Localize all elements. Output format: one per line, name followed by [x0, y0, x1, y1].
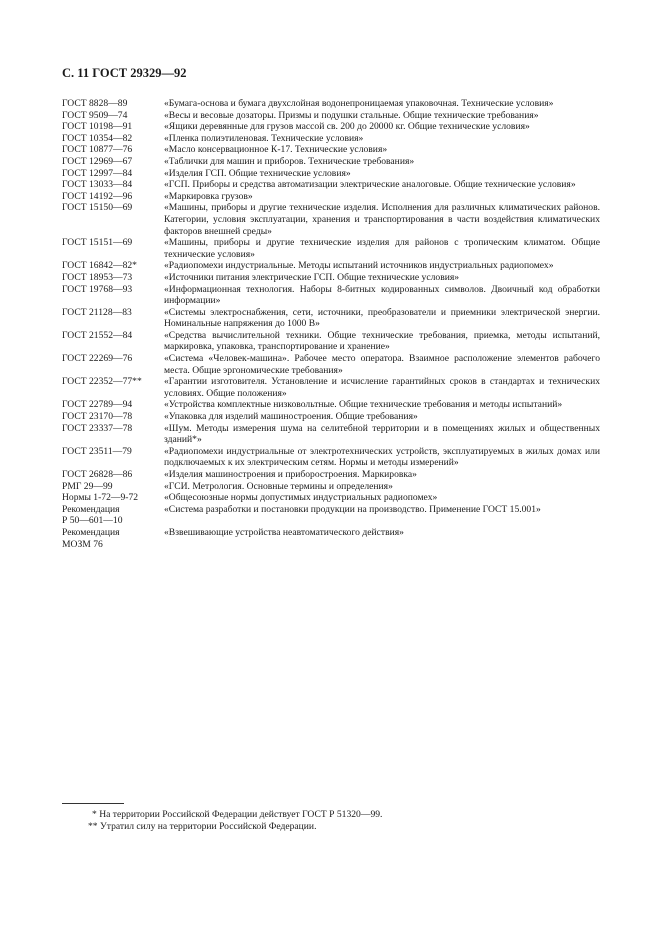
reference-code	[62, 272, 164, 284]
reference-code-line: ГОСТ 12969—67	[62, 155, 133, 167]
reference-code	[62, 469, 164, 481]
reference-title: «Бумага-основа и бумага двухслойная водонепроницаемая упаковочная. Технические условия»	[164, 98, 554, 109]
reference-row	[62, 121, 600, 133]
reference-code	[62, 353, 164, 376]
reference-code-line: РМГ 29—99	[62, 480, 113, 492]
reference-code-line: ГОСТ 26828—86	[62, 469, 133, 480]
reference-title: «Машины, приборы и другие технические изделия. Исполнения для различных климатических районов. Категории, условия эксплуатации, хранения и транспортирования в части воздействия климатических факторов внешней среды»	[164, 202, 600, 237]
reference-row	[62, 399, 600, 411]
reference-row	[62, 446, 600, 469]
reference-code-line: Рекомендация	[62, 503, 120, 515]
reference-code-line: ГОСТ 13033—84	[62, 179, 133, 191]
reference-row	[62, 237, 600, 260]
reference-title: «Изделия машиностроения и приборостроения. Маркировка»	[164, 469, 417, 480]
footnote-2: ** Утратил силу на территории Российской Федерации.	[88, 821, 317, 832]
reference-title: «Весы и весовые дозаторы. Призмы и подушки стальные. Общие технические требования»	[164, 109, 539, 121]
reference-code	[62, 376, 164, 399]
reference-code-line: ГОСТ 15150—69	[62, 202, 133, 214]
reference-title: «Радиопомехи индустриальные. Методы испытаний источников индустриальных радиопомех»	[164, 260, 554, 272]
reference-row	[62, 330, 600, 353]
reference-code-line: Р 50—601—10	[62, 515, 123, 527]
reference-code-line: ГОСТ 8828—89	[62, 98, 128, 109]
reference-code-line: ГОСТ 21552—84	[62, 329, 133, 341]
reference-title: «Ящики деревянные для грузов массой св. 200 до 20000 кг. Общие технические условия»	[164, 121, 530, 133]
reference-title: «ГСИ. Метрология. Основные термины и определения»	[164, 480, 393, 492]
reference-title: «Гарантии изготовителя. Установление и исчисление гарантийных сроков в стандартах и технических условиях. Общие положения»	[164, 376, 600, 399]
reference-title: «Шум. Методы измерения шума на селитебной территории и в помещениях жилых и общественных зданий*»	[164, 422, 600, 446]
reference-row	[62, 527, 600, 550]
reference-title: «Изделия ГСП. Общие технические условия»	[164, 167, 351, 179]
reference-title: «Источники питания электрические ГСП. Общие технические условия»	[164, 271, 460, 283]
reference-title: «Маркировка грузов»	[164, 190, 253, 202]
footnotes	[62, 809, 602, 833]
reference-code-line: ГОСТ 14192—96	[62, 190, 133, 202]
reference-title: «Устройства комплектные низковольтные. Общие технические требования и методы испытаний»	[164, 399, 563, 411]
reference-code	[62, 307, 164, 330]
reference-row	[62, 133, 600, 145]
reference-code-line: ГОСТ 21128—83	[62, 306, 132, 318]
reference-title: «Средства вычислительной техники. Общие технические требования, приемка, методы испытаний, маркировка, упаковка, транспортирование и хранение»	[164, 329, 600, 353]
reference-title: «Общесоюзные нормы допустимых индустриальных радиопомех»	[164, 492, 438, 504]
reference-row	[62, 492, 600, 504]
page-header: С. 11 ГОСТ 29329—92	[62, 66, 187, 80]
reference-code-line: ГОСТ 12997—84	[62, 167, 133, 179]
reference-row	[62, 411, 600, 423]
reference-code-line: Нормы 1-72—9-72	[62, 492, 139, 504]
reference-title: «Машины, приборы и другие технические изделия для районов с тропическим климатом. Общие технические условия»	[164, 237, 600, 260]
reference-code-line: МОЗМ 76	[62, 538, 103, 550]
reference-code-line: ГОСТ 18953—73	[62, 271, 133, 283]
reference-row	[62, 307, 600, 330]
reference-row	[62, 168, 600, 180]
reference-code	[62, 330, 164, 353]
reference-row	[62, 353, 600, 376]
reference-code	[62, 504, 164, 527]
reference-title: «ГСП. Приборы и средства автоматизации электрические аналоговые. Общие технические условия»	[164, 179, 576, 191]
reference-code	[62, 168, 164, 180]
reference-code-line: ГОСТ 23337—78	[62, 422, 133, 434]
reference-row	[62, 110, 600, 122]
reference-title: «Радиопомехи индустриальные от электротехнических устройств, эксплуатируемых в жилых домах или подключаемых к их электрическим сетям. Нормы и методы измерений»	[164, 445, 600, 469]
reference-row	[62, 202, 600, 237]
reference-row	[62, 423, 600, 446]
reference-title: «Система разработки и постановки продукции на производство. Применение ГОСТ 15.001»	[164, 503, 541, 515]
reference-row	[62, 284, 600, 307]
reference-code	[62, 492, 164, 504]
reference-row	[62, 144, 600, 156]
reference-code-line: ГОСТ 22352—77**	[62, 376, 142, 388]
reference-code-line: ГОСТ 23170—78	[62, 411, 133, 423]
reference-row	[62, 156, 600, 168]
reference-row	[62, 376, 600, 399]
reference-row	[62, 481, 600, 493]
reference-code	[62, 179, 164, 191]
reference-code-line: ГОСТ 10877—76	[62, 144, 133, 156]
reference-code	[62, 121, 164, 133]
reference-title: «Масло консервационное К-17. Технические условия»	[164, 144, 388, 156]
reference-code	[62, 110, 164, 122]
reference-code	[62, 260, 164, 272]
reference-code-line: ГОСТ 16842—82*	[62, 260, 137, 272]
reference-code	[62, 133, 164, 145]
reference-code-line: ГОСТ 9509—74	[62, 109, 128, 121]
reference-title: «Информационная технология. Наборы 8-битных кодированных символов. Двоичный код обработки информации»	[164, 283, 600, 307]
reference-code-line: ГОСТ 23511—79	[62, 445, 132, 457]
reference-row	[62, 504, 600, 527]
reference-table-body	[62, 98, 600, 550]
reference-row	[62, 179, 600, 191]
reference-code	[62, 446, 164, 469]
reference-table	[62, 98, 600, 550]
reference-row	[62, 272, 600, 284]
footnote-1: * На территории Российской Федерации действует ГОСТ Р 51320—99.	[92, 809, 383, 820]
reference-row	[62, 191, 600, 203]
reference-title: «Таблички для машин и приборов. Технические требования»	[164, 155, 415, 167]
reference-code	[62, 144, 164, 156]
reference-title: «Упаковка для изделий машиностроения. Общие требования»	[164, 411, 418, 423]
reference-code	[62, 156, 164, 168]
reference-code	[62, 98, 164, 110]
reference-code-line: Рекомендация	[62, 526, 120, 538]
reference-code-line: ГОСТ 22269—76	[62, 353, 133, 365]
reference-code-line: ГОСТ 10354—82	[62, 132, 133, 144]
reference-title: «Системы электроснабжения, сети, источники, преобразователи и приемники электрической энергии. Номинальные напряжения до 1000 В»	[164, 306, 600, 330]
reference-code-line: ГОСТ 10198—91	[62, 121, 133, 133]
reference-row	[62, 98, 600, 110]
reference-code	[62, 399, 164, 411]
reference-code-line: ГОСТ 19768—93	[62, 283, 133, 295]
reference-code	[62, 237, 164, 260]
footnote-divider	[62, 803, 124, 804]
reference-code	[62, 411, 164, 423]
reference-code	[62, 527, 164, 550]
reference-code-line: ГОСТ 22789—94	[62, 399, 133, 411]
reference-code	[62, 284, 164, 307]
reference-code	[62, 423, 164, 446]
reference-row	[62, 260, 600, 272]
reference-code	[62, 191, 164, 203]
reference-code	[62, 481, 164, 493]
reference-row	[62, 469, 600, 481]
reference-title: «Система «Человек-машина». Рабочее место оператора. Взаимное расположение элементов рабочего места. Общие эргономические требования»	[164, 353, 600, 376]
reference-title: «Взвешивающие устройства неавтоматического действия»	[164, 526, 404, 538]
reference-code	[62, 202, 164, 237]
reference-code-line: ГОСТ 15151—69	[62, 237, 133, 249]
reference-title: «Пленка полиэтиленовая. Технические условия»	[164, 132, 364, 144]
